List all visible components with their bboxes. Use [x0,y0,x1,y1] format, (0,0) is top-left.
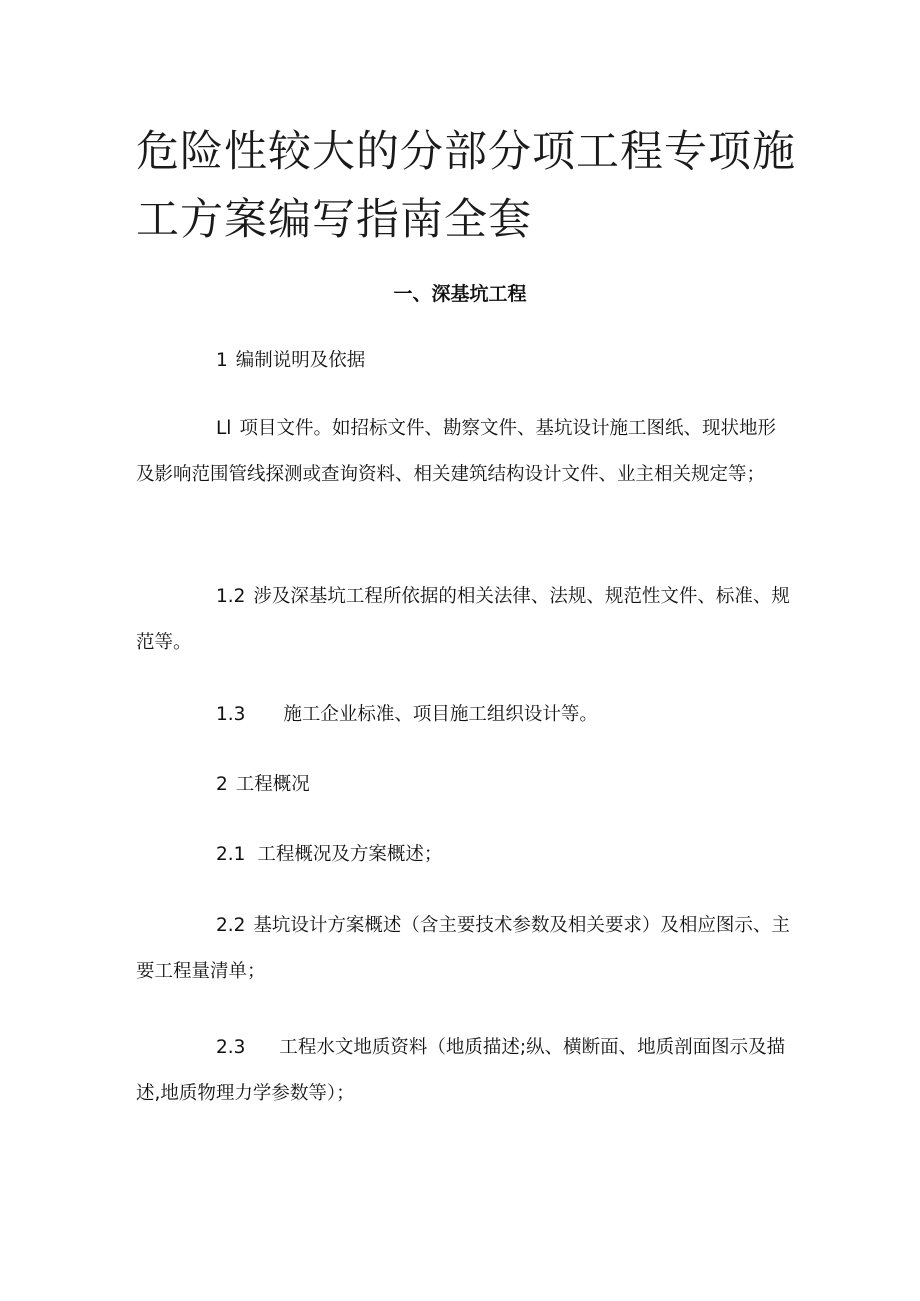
paragraph-number: 2 [216,774,228,795]
paragraph-number: 2.1 [216,844,246,865]
paragraph-2-3 [136,1025,792,1117]
paragraph-text: 编制说明及依据 [235,350,366,371]
paragraph-text: 工程概况 [235,774,310,795]
paragraph-text: 涉及深基坑工程所依据的相关法律、法规、规范性文件、标准、规范等。 [136,586,790,653]
paragraph-2-1 [136,832,792,878]
paragraph-1-2 [136,574,792,666]
paragraph-number: 1.2 [216,586,246,607]
paragraph-text: 项目文件。如招标文件、勘察文件、基坑设计施工图纸、现状地形及影响范围管线探测或查询资料、相关建筑结构设计文件、业主相关规定等； [136,418,776,485]
paragraph-number: Ll [216,418,232,439]
paragraph-text: 施工企业标准、项目施工组织设计等。 [283,704,598,725]
paragraph-number: 1 [216,350,228,371]
paragraph-text: 基坑设计方案概述（含主要技术参数及相关要求）及相应图示、主要工程量清单； [136,915,790,982]
paragraph-1-1 [136,406,792,498]
paragraph-number: 1.3 [216,704,246,725]
paragraph-1 [136,338,792,384]
document-title-line-1: 危险性较大的分部分项工程专项施 [136,127,796,177]
paragraph-number: 2.3 [216,1037,246,1058]
paragraph-text: 工程水文地质资料（地质描述;纵、横断面、地质剖面图示及描述,地质物理力学参数等）； [136,1037,786,1104]
section-heading: 一、深基坑工程 [393,283,527,305]
document-title-line-2: 工方案编写指南全套 [136,195,532,245]
paragraph-number: 2.2 [216,915,246,936]
document-title [136,118,796,254]
paragraph-2-2 [136,903,792,995]
paragraph-text: 工程概况及方案概述； [257,844,443,865]
paragraph-1-3 [136,692,792,738]
paragraph-2 [136,762,792,808]
